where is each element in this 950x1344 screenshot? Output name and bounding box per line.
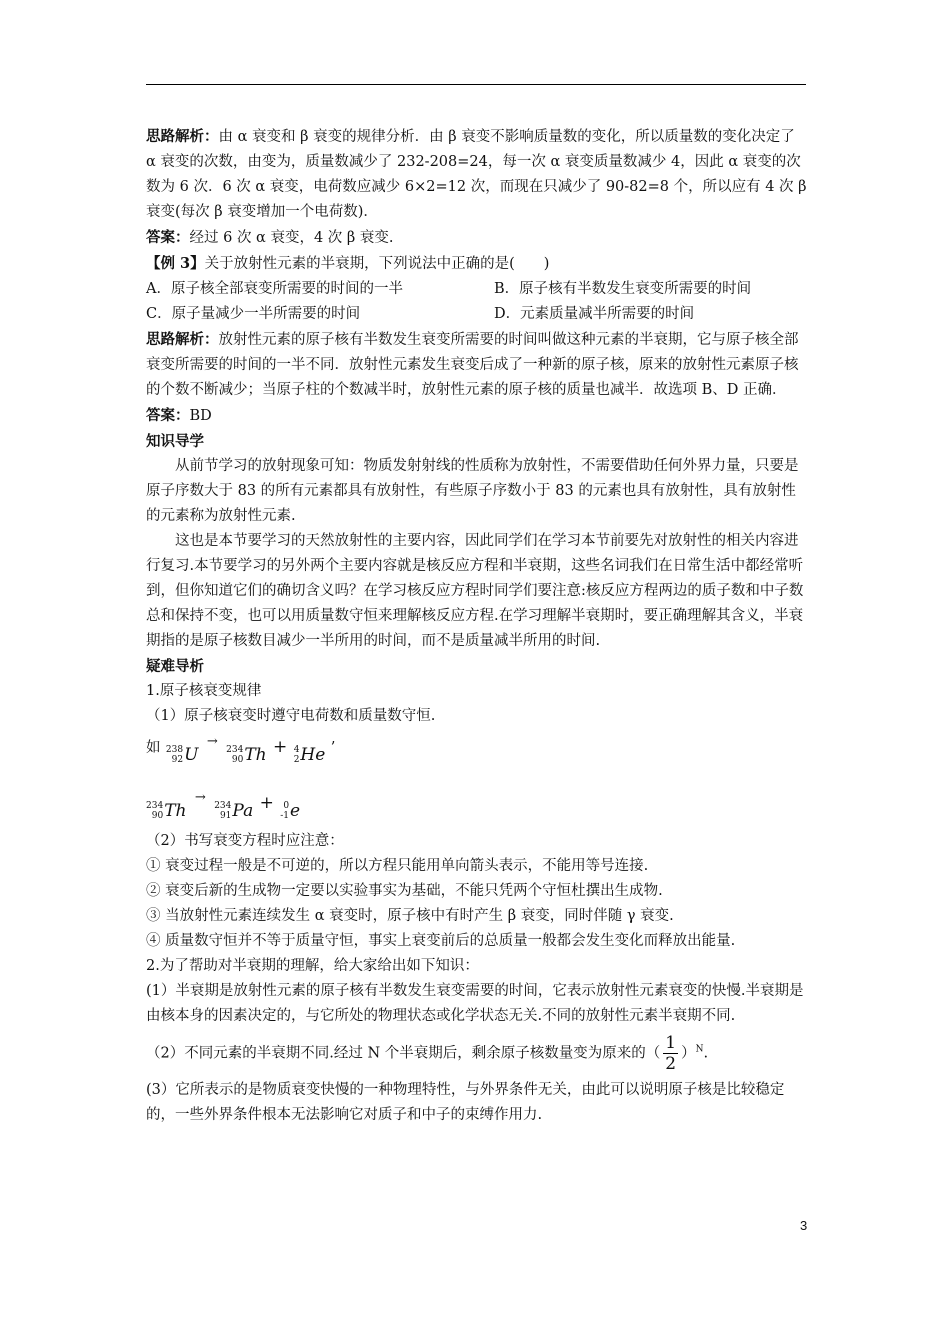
- nuclide-th234: [226, 743, 266, 768]
- answer-text: BD: [189, 408, 212, 424]
- atomic-number: 2: [293, 755, 300, 765]
- equation-suffix: ’: [330, 740, 336, 756]
- options-row-1: [146, 277, 808, 302]
- option-d: D．元素质量减半所需要的时间: [494, 306, 695, 322]
- exponent-n: N: [695, 1044, 704, 1055]
- point-2-text: （2）不同元素的半衰期不同.经过 N 个半衰期后，剩余原子核数量变为原来的（: [146, 1045, 661, 1062]
- mass-number: 4: [293, 745, 300, 755]
- atomic-number: 91: [219, 811, 232, 821]
- mass-number: 0: [283, 801, 290, 811]
- nuclide-th234: [146, 799, 186, 824]
- nuclide-electron: [280, 799, 300, 824]
- knowledge-paragraph-2: 这也是本节要学习的天然放射性的主要内容，因此同学们在学习本节前要先对放射性的相关内容进行复习.本节要学习的另外两个主要内容就是核反应方程和半衰期，这些名词我们在日常生活中都经常听到，但你知道它们的确切含义吗？在学习核反应方程时同学们要注意:核反应方程两边的质子数和中子数总和保持不变，也可以用质量数守恒来理解核反应方程.在学习理解半衰期时，要正确理解其含义，半衰期指的是原子核数目减少一半所用的时间，而不是质量减半所用的时间.: [146, 533, 804, 649]
- arrow-icon: →: [194, 790, 206, 805]
- header-rule: [146, 84, 806, 85]
- knowledge-paragraph-1: 从前节学习的放射现象可知：物质发射射线的性质称为放射性，不需要借助任何外界力量，只要是原子序数大于 83 的所有元素都具有放射性，有些原子序数小于 83 的元素也具有放射性，具有放射性的元素称为放射性元素.: [146, 458, 799, 524]
- note-3: ③ 当放射性元素连续发生 α 衰变时，原子核中有时产生 β 衰变，同时伴随 γ 衰变.: [146, 908, 674, 924]
- page-number: 3: [800, 1218, 808, 1233]
- note-1: ① 衰变过程一般是不可逆的，所以方程只能用单向箭头表示，不能用等号连接.: [146, 858, 649, 874]
- option-b: B．原子核有半数发生衰变所需要的时间: [494, 281, 752, 297]
- mass-number: 234: [214, 801, 232, 811]
- element-symbol: Th: [244, 744, 267, 765]
- nuclide-he4: [294, 743, 326, 768]
- page-body: [146, 124, 808, 1128]
- equation-thorium-decay: [146, 791, 808, 825]
- analysis-paragraph-2: [146, 327, 808, 403]
- fraction-one-half: [663, 1033, 678, 1074]
- element-symbol: e: [290, 800, 301, 821]
- note-4: ④ 质量数守恒并不等于质量守恒，事实上衰变前后的总质量一般都会发生变化而释放出能量.: [146, 933, 736, 949]
- answer-label: 答案：: [146, 407, 190, 424]
- section-heading-knowledge: 知识导学: [146, 433, 204, 450]
- example-3-question: [146, 251, 808, 277]
- nuclide-u238: [166, 743, 199, 768]
- subsection-2: 2.为了帮助对半衰期的理解，给大家给出如下知识：: [146, 958, 479, 974]
- analysis-label: 思路解析：: [146, 128, 219, 145]
- equation-prefix: 如: [146, 740, 161, 756]
- subsection-1-1: （1）原子核衰变时遵守电荷数和质量数守恒.: [146, 708, 436, 724]
- section-heading-difficulty: 疑难导析: [146, 658, 204, 675]
- mass-number: 234: [226, 745, 244, 755]
- point-2-end: .: [703, 1045, 709, 1062]
- atomic-number: 92: [171, 755, 184, 765]
- options-row-2: [146, 302, 808, 327]
- analysis-paragraph-1: [146, 124, 808, 225]
- atomic-number: 90: [151, 811, 164, 821]
- nuclide-pa234: [214, 799, 253, 824]
- fraction-denominator: 2: [665, 1054, 677, 1074]
- answer-text: 经过 6 次 α 衰变，4 次 β 衰变.: [189, 230, 394, 246]
- example-question-text: 关于放射性元素的半衰期，下列说法中正确的是( ): [204, 256, 550, 272]
- half-life-point-1: (1）半衰期是放射性元素的原子核有半数发生衰变需要的时间，它表示放射性元素衰变的快慢.半衰期是由核本身的因素决定的，与它所处的物理状态或化学状态无关.不同的放射性元素半衰期不同.: [146, 983, 804, 1024]
- element-symbol: U: [184, 744, 199, 765]
- plus-sign: +: [259, 793, 274, 813]
- half-life-point-2: [146, 1033, 808, 1074]
- fraction-numerator: 1: [665, 1033, 677, 1053]
- analysis-text: 由 α 衰变和 β 衰变的规律分析．由 β 衰变不影响质量数的变化，所以质量数的变化决定了 α 衰变的次数，由变为，质量数减少了 232-208=24，每一次 α 衰变质量数减少 4，因此 α 衰变的次数为 6 次．6 次 α 衰变，电荷数应减少 6×2=12 次，而现在只减少了 90-82=8 个，所以应有 4 次 β 衰变(每次 β 衰变增加一个电荷数)．: [146, 129, 807, 220]
- element-symbol: Pa: [232, 800, 254, 821]
- subsection-1-2: （2）书写衰变方程时应注意：: [146, 833, 344, 849]
- answer-paragraph-1: [146, 225, 808, 251]
- atomic-number: 90: [231, 755, 244, 765]
- answer-paragraph-2: [146, 403, 808, 429]
- analysis-label: 思路解析：: [146, 331, 219, 348]
- point-2-close: ）: [681, 1045, 696, 1062]
- analysis-text: 放射性元素的原子核有半数发生衰变所需要的时间叫做这种元素的半衰期，它与原子核全部衰变所需要的时间的一半不同．放射性元素发生衰变后成了一种新的原子核，原来的放射性元素原子核的个数不断减少；当原子柱的个数减半时，放射性元素的原子核的质量也减半．故选项 B、D 正确．: [146, 332, 799, 398]
- option-c: C．原子量减少一半所需要的时间: [146, 306, 361, 322]
- half-life-point-3: (3）它所表示的是物质衰变快慢的一种物理特性，与外界条件无关，由此可以说明原子核是比较稳定的，一些外界条件根本无法影响它对质子和中子的束缚作用力.: [146, 1082, 785, 1123]
- equation-uranium-decay: [146, 735, 808, 769]
- option-a: A．原子核全部衰变所需要的时间的一半: [146, 281, 403, 297]
- atomic-number: -1: [280, 811, 290, 821]
- mass-number: 234: [146, 801, 164, 811]
- mass-number: 238: [165, 745, 184, 755]
- answer-label: 答案：: [146, 229, 190, 246]
- subsection-1: 1.原子核衰变规律: [146, 683, 262, 699]
- note-2: ② 衰变后新的生成物一定要以实验事实为基础，不能只凭两个守恒杜撰出生成物.: [146, 883, 663, 899]
- example-label: 【例 3】: [146, 255, 205, 272]
- element-symbol: Th: [164, 800, 187, 821]
- plus-sign: +: [273, 737, 288, 757]
- arrow-icon: →: [206, 734, 218, 749]
- element-symbol: He: [300, 744, 326, 765]
